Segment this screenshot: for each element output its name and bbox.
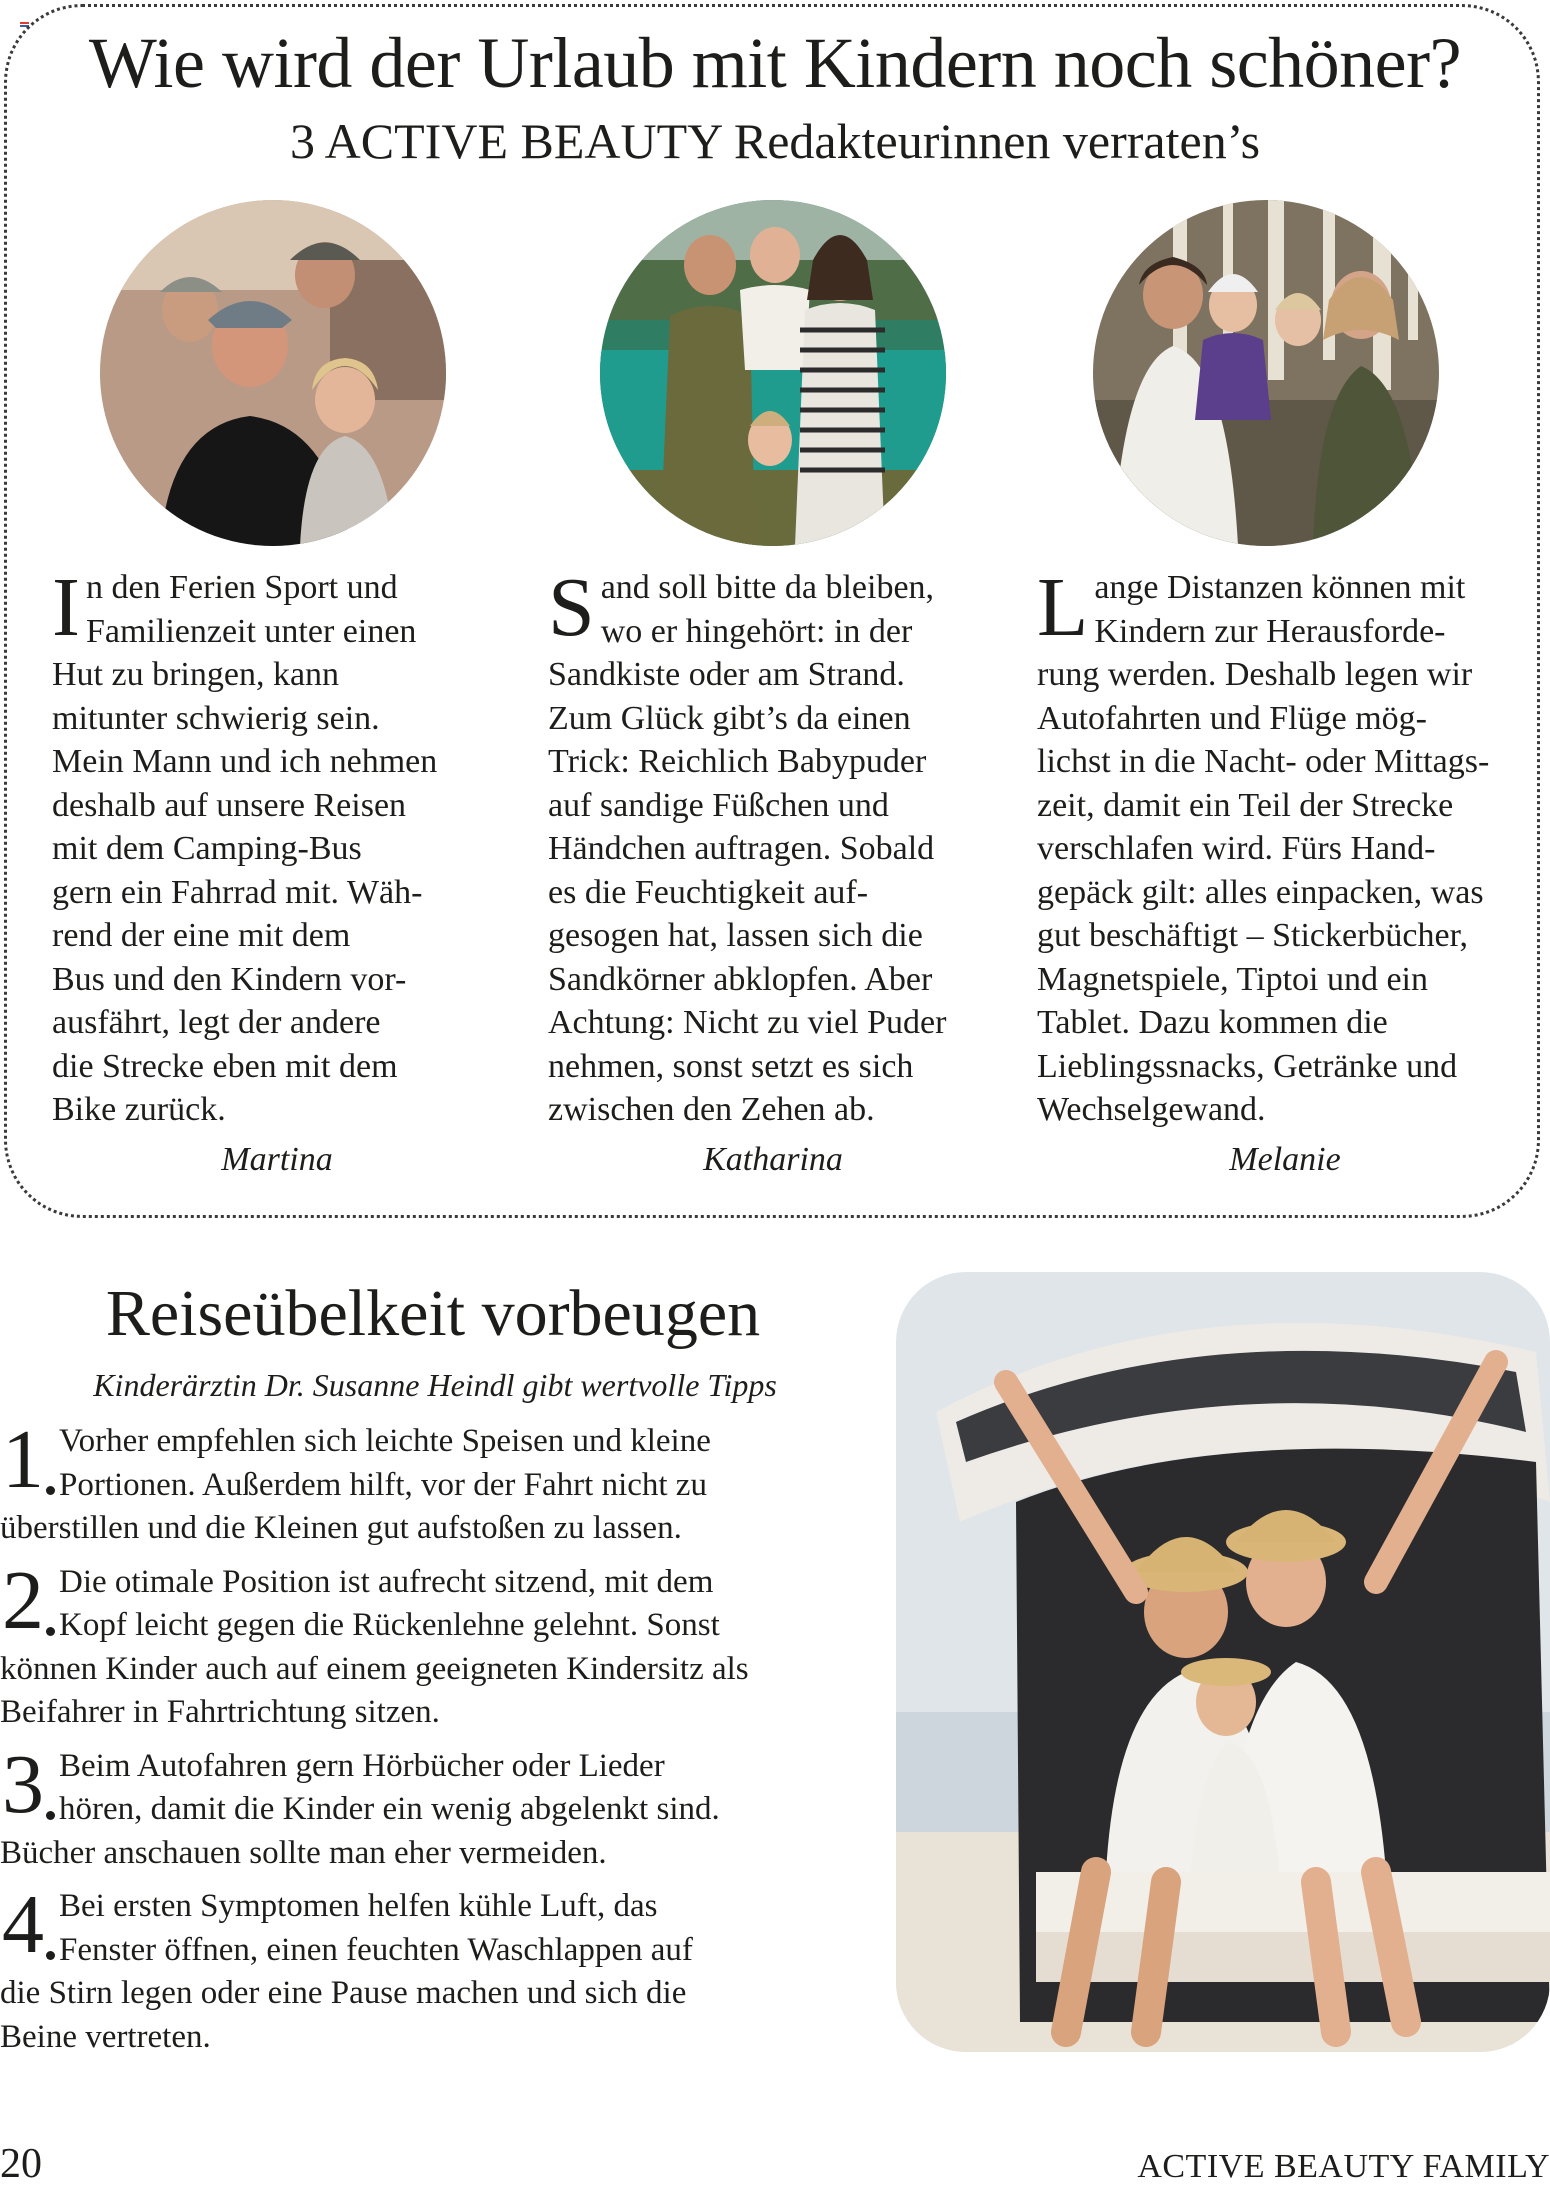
tip-text: Beim Autofahren gern Hörbücher oder Lieder hören, damit die Kinder ein wenig abgelenkt sind. Bücher anschauen sollte man eher vermeiden. <box>0 1747 720 1871</box>
page-title: Wie wird der Urlaub mit Kindern noch schöner? <box>88 23 1462 103</box>
editor-tip-text: ange Distanzen können mit Kindern zur Herausforde- rung werden. Deshalb legen wir Autofahrten und Flüge mög- lichst in die Nacht- oder Mittags- zeit, damit ein Teil der Strecke verschlafen wird. Fürs Hand- gepäck gilt: alles einpacken, was gut beschäftigt – Stickerbücher, Magnetspiele, Tiptoi und ein Tablet. Dazu kommen die Lieblingssnacks, Getränke und Wechselgewand. <box>1037 569 1490 1128</box>
dropcap: I <box>52 561 80 654</box>
tip-number-dot <box>46 1486 55 1495</box>
section-subtitle: Kinderärztin Dr. Susanne Heindl gibt wertvolle Tipps <box>93 1367 777 1403</box>
page-subtitle: 3 ACTIVE BEAUTY Redakteurinnen verraten’s <box>289 113 1261 169</box>
dropcap: S <box>548 561 595 654</box>
tip-number: 4 <box>2 1878 44 1971</box>
page-number: 20 <box>0 2141 42 2187</box>
tip-item <box>0 1737 880 1876</box>
tip-text: Bei ersten Symptomen helfen kühle Luft, das Fenster öffnen, einen feuchten Waschlappen auf die Stirn legen oder eine Pause machen und sich die Beine vertreten. <box>0 1888 693 2055</box>
tip-number: 3 <box>2 1737 44 1831</box>
signature-melanie: Melanie <box>1229 1141 1341 1178</box>
tip-item <box>0 1553 880 1735</box>
tip-number-dot <box>46 1811 55 1820</box>
magazine-name: ACTIVE BEAUTY FAMILY <box>1137 2148 1550 2185</box>
tip-text: Vorher empfehlen sich leichte Speisen und kleine Portionen. Außerdem hilft, vor der Fahrt nicht zu überstillen und die Kleinen gut aufstoßen zu lassen. <box>0 1423 711 1546</box>
tip-item <box>0 1413 880 1551</box>
editor-tip-text: n den Ferien Sport und Familienzeit unter einen Hut zu bringen, kann mitunter schwierig sein. Mein Mann und ich nehmen deshalb auf unsere Reisen mit dem Camping-Bus gern ein Fahrrad mit. Wäh- rend der eine mit dem Bus und den Kindern vor- ausfährt, legt der andere die Strecke eben mit dem Bike zurück. <box>52 569 438 1128</box>
editor-tip-martina <box>52 561 502 1132</box>
dropcap: L <box>1037 561 1089 654</box>
portrait-photo-katharina <box>600 200 946 546</box>
tip-number: 1 <box>2 1413 44 1506</box>
signature-katharina: Katharina <box>703 1141 843 1178</box>
portrait-photo-martina <box>100 200 446 546</box>
editor-tip-katharina <box>548 561 998 1132</box>
tip-text: Die otimale Position ist aufrecht sitzend, mit dem Kopf leicht gegen die Rückenlehne gelehnt. Sonst können Kinder auch auf einem geeigneten Kindersitz als Beifahrer in Fahrtrichtung sitzen. <box>0 1563 749 1730</box>
signature-martina: Martina <box>221 1141 333 1178</box>
tip-number-dot <box>46 1627 55 1636</box>
tip-number-dot <box>46 1951 55 1960</box>
family-car-trunk-photo <box>896 1272 1550 2052</box>
tip-item <box>0 1878 880 2059</box>
tip-number: 2 <box>2 1553 44 1647</box>
portrait-photo-melanie <box>1093 200 1439 546</box>
tips-list <box>0 1413 880 2069</box>
section-title: Reiseübelkeit vorbeugen <box>105 1277 761 1350</box>
editor-tip-text: and soll bitte da bleiben, wo er hingehört: in der Sandkiste oder am Strand. Zum Glück gibt’s da einen Trick: Reichlich Babypuder auf sandige Füßchen und Händchen auftragen. Sobald es die Feuchtigkeit auf- gesogen hat, lassen sich die Sandkörner abklopfen. Aber Achtung: Nicht zu viel Puder nehmen, sonst setzt es sich zwischen den Zehen ab. <box>548 569 947 1128</box>
editor-tip-melanie <box>1037 561 1537 1132</box>
